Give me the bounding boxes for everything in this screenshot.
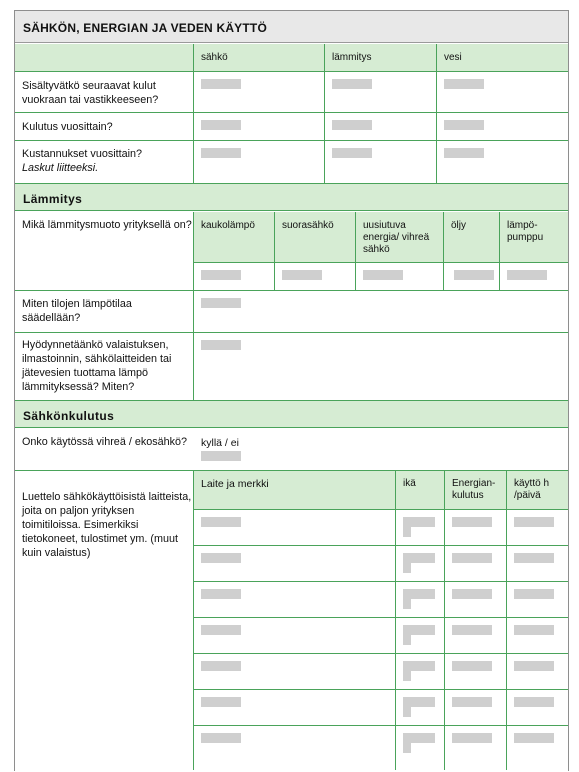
- device-energy-field[interactable]: [452, 697, 492, 707]
- device-usage-field[interactable]: [514, 661, 554, 671]
- rule: [499, 212, 500, 290]
- checkbox-district-heating[interactable]: [201, 270, 241, 280]
- rule: [15, 332, 568, 333]
- device-row-rule: [194, 725, 568, 726]
- device-usage-field[interactable]: [514, 553, 554, 563]
- col-electricity: sähkö: [201, 52, 228, 63]
- devices-question: Luettelo sähkökäyttöisistä laitteista, joita on paljon yrityksen toimitiloissa. Esimerkiksi tietokoneet, tulostimet ym. (muut kuin valaistus): [22, 491, 192, 559]
- opt-direct-electric: suorasähkö: [282, 220, 334, 231]
- device-age-field-stem: [403, 599, 411, 609]
- invoice-note: Laskut liitteeksi.: [22, 162, 99, 174]
- answer-field-heating-costs[interactable]: [332, 148, 372, 158]
- device-name-field[interactable]: [201, 661, 241, 671]
- device-age-field[interactable]: [403, 553, 435, 563]
- col-device-brand: Laite ja merkki: [201, 478, 269, 490]
- device-energy-field[interactable]: [452, 733, 492, 743]
- checkbox-heat-pump[interactable]: [507, 270, 547, 280]
- row-included-question: Sisältyvätkö seuraavat kulut vuokraan tai vastikkeeseen?: [22, 80, 159, 106]
- opt-heat-pump: lämpö-pumppu: [507, 220, 544, 243]
- answer-field-electricity-consumption[interactable]: [201, 120, 241, 130]
- device-energy-field[interactable]: [452, 517, 492, 527]
- device-row-rule: [194, 653, 568, 654]
- answer-field-electricity-costs[interactable]: [201, 148, 241, 158]
- device-age-field-stem: [403, 635, 411, 645]
- device-energy-field[interactable]: [452, 661, 492, 671]
- device-name-field[interactable]: [201, 517, 241, 527]
- device-usage-field[interactable]: [514, 697, 554, 707]
- rule: [15, 140, 568, 141]
- device-usage-field[interactable]: [514, 589, 554, 599]
- device-age-field[interactable]: [403, 589, 435, 599]
- device-age-field[interactable]: [403, 733, 435, 743]
- device-name-field[interactable]: [201, 589, 241, 599]
- checkbox-oil[interactable]: [454, 270, 494, 280]
- rule: [443, 212, 444, 290]
- device-row-rule: [194, 617, 568, 618]
- answer-field-water-consumption[interactable]: [444, 120, 484, 130]
- checkbox-renewable[interactable]: [363, 270, 403, 280]
- device-age-field-stem: [403, 563, 411, 573]
- device-age-field-stem: [403, 707, 411, 717]
- device-age-field[interactable]: [403, 697, 435, 707]
- green-electricity-options: kyllä / ei: [201, 437, 239, 449]
- device-age-field-stem: [403, 527, 411, 537]
- answer-field-temperature-control[interactable]: [201, 298, 241, 308]
- temperature-control-question: Miten tilojen lämpötilaa säädellään?: [22, 298, 132, 324]
- rule: [193, 44, 194, 183]
- device-row-rule: [194, 581, 568, 582]
- rule: [15, 290, 568, 291]
- form-title: SÄHKÖN, ENERGIAN JA VEDEN KÄYTTÖ: [23, 21, 267, 35]
- device-name-field[interactable]: [201, 697, 241, 707]
- answer-field-heating-consumption[interactable]: [332, 120, 372, 130]
- waste-heat-question: Hyödynnetäänkö valaistuksen, ilmastoinnin, sähkölaitteiden tai jätevesien tuottama lämpö lämmityksessä? Miten?: [22, 339, 172, 393]
- device-row-rule: [194, 509, 568, 510]
- devices-header: [194, 471, 568, 509]
- row-consumption-question: Kulutus vuosittain?: [22, 121, 113, 133]
- rule: [355, 212, 356, 290]
- col-water: vesi: [444, 52, 462, 63]
- rule: [193, 212, 194, 400]
- answer-field-heating-included[interactable]: [332, 79, 372, 89]
- checkbox-direct-electric[interactable]: [282, 270, 322, 280]
- col-heating: lämmitys: [332, 52, 372, 63]
- section-heating: [15, 183, 568, 211]
- device-age-field-stem: [403, 671, 411, 681]
- green-electricity-question: Onko käytössä vihreä / ekosähkö?: [22, 436, 188, 448]
- rule: [15, 71, 568, 72]
- rule: [324, 44, 325, 183]
- answer-field-water-included[interactable]: [444, 79, 484, 89]
- device-usage-field[interactable]: [514, 517, 554, 527]
- device-name-field[interactable]: [201, 625, 241, 635]
- device-energy-field[interactable]: [452, 589, 492, 599]
- device-age-field[interactable]: [403, 661, 435, 671]
- answer-field-waste-heat[interactable]: [201, 340, 241, 350]
- device-age-field[interactable]: [403, 625, 435, 635]
- section-electricity: [15, 400, 568, 428]
- section-electricity-title: Sähkönkulutus: [23, 409, 115, 423]
- row-costs-question: Kustannukset vuosittain? Laskut liitteeksi.: [22, 148, 143, 174]
- device-energy-field[interactable]: [452, 625, 492, 635]
- heating-type-question: Mikä lämmitysmuoto yrityksellä on?: [22, 219, 192, 231]
- answer-field-water-costs[interactable]: [444, 148, 484, 158]
- device-usage-field[interactable]: [514, 625, 554, 635]
- answer-field-green-electricity[interactable]: [201, 451, 241, 461]
- opt-district-heating: kaukolämpö: [201, 220, 255, 231]
- device-energy-field[interactable]: [452, 553, 492, 563]
- rule: [15, 112, 568, 113]
- usage-header-row: [15, 44, 568, 71]
- section-heating-title: Lämmitys: [23, 192, 83, 206]
- device-usage-field[interactable]: [514, 733, 554, 743]
- answer-field-electricity-included[interactable]: [201, 79, 241, 89]
- device-age-field[interactable]: [403, 517, 435, 527]
- device-name-field[interactable]: [201, 553, 241, 563]
- opt-renewable: uusiutuva energia/ vihreä sähkö: [363, 220, 430, 255]
- form-title-bar: [15, 11, 568, 43]
- col-usage-hours: käyttö h /päivä: [514, 478, 550, 501]
- rule: [436, 44, 437, 183]
- col-age: ikä: [403, 478, 416, 489]
- device-name-field[interactable]: [201, 733, 241, 743]
- device-row-rule: [194, 545, 568, 546]
- col-energy-consumption: Energian-kulutus: [452, 478, 496, 501]
- device-age-field-stem: [403, 743, 411, 753]
- rule: [274, 212, 275, 290]
- device-row-rule: [194, 689, 568, 690]
- rule: [194, 262, 568, 263]
- opt-oil: öljy: [451, 220, 467, 231]
